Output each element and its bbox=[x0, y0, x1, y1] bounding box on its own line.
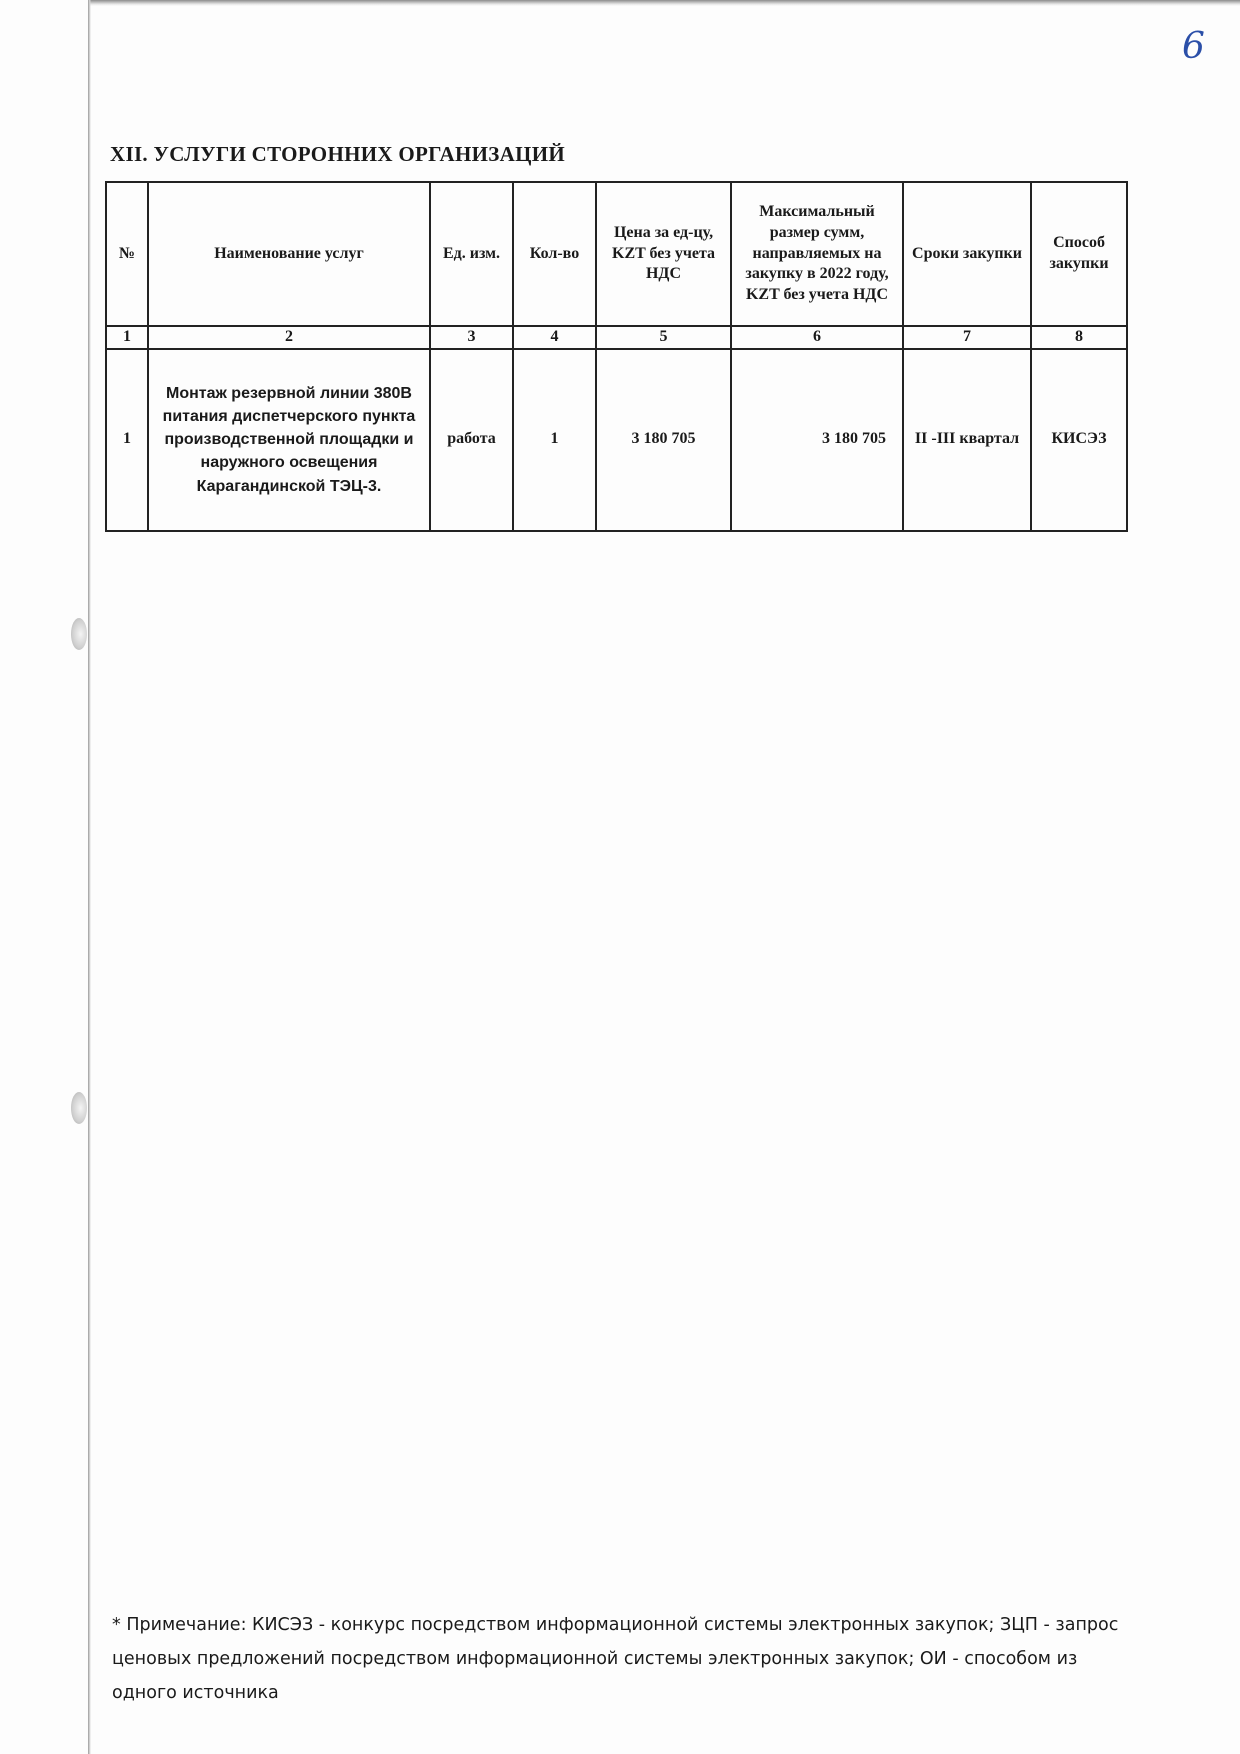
footnote: * Примечание: КИСЭЗ - конкурс посредством информационной системы электронных закупок; ЗЦП - запрос ценовых предложений посредством информационной системы электронных закупок; ОИ - способом из одного источника bbox=[112, 1615, 1119, 1703]
header-unit-price: Цена за ед-цу, KZT без учета НДС bbox=[596, 182, 731, 326]
cell-procurement-term: II -III квартал bbox=[903, 349, 1031, 531]
cell-service-name: Монтаж резервной линии 380В питания диспетчерского пункта производственной площадки и наружного освещения Карагандинской ТЭЦ-3. bbox=[148, 349, 430, 531]
header-service-name: Наименование услуг bbox=[148, 182, 430, 326]
table-row bbox=[106, 349, 1127, 531]
scan-binding-edge bbox=[88, 0, 91, 1754]
column-number: 4 bbox=[513, 326, 596, 349]
cell-unit: работа bbox=[430, 349, 513, 531]
cell-number: 1 bbox=[106, 349, 148, 531]
column-number: 7 bbox=[903, 326, 1031, 349]
column-number: 2 bbox=[148, 326, 430, 349]
cell-quantity: 1 bbox=[513, 349, 596, 531]
handwritten-page-number: 6 bbox=[1182, 26, 1205, 67]
section-title: XII. УСЛУГИ СТОРОННИХ ОРГАНИЗАЦИЙ bbox=[110, 142, 565, 166]
cell-unit-price: 3 180 705 bbox=[596, 349, 731, 531]
header-procurement-method: Способ закупки bbox=[1031, 182, 1127, 326]
header-quantity: Кол-во bbox=[513, 182, 596, 326]
column-number: 1 bbox=[106, 326, 148, 349]
header-unit: Ед. изм. bbox=[430, 182, 513, 326]
column-number: 3 bbox=[430, 326, 513, 349]
table-header-row bbox=[106, 182, 1127, 326]
header-procurement-term: Сроки закупки bbox=[903, 182, 1031, 326]
services-table bbox=[105, 181, 1128, 532]
column-number-row bbox=[106, 326, 1127, 349]
header-max-sum: Максимальный размер сумм, направляемых на закупку в 2022 году, KZT без учета НДС bbox=[731, 182, 903, 326]
punch-hole bbox=[71, 1092, 87, 1124]
scan-top-edge bbox=[88, 0, 1240, 6]
header-number: № bbox=[106, 182, 148, 326]
column-number: 5 bbox=[596, 326, 731, 349]
cell-procurement-method: КИСЭЗ bbox=[1031, 349, 1127, 531]
column-number: 8 bbox=[1031, 326, 1127, 349]
column-number: 6 bbox=[731, 326, 903, 349]
cell-max-sum: 3 180 705 bbox=[731, 349, 903, 531]
punch-hole bbox=[71, 618, 87, 650]
